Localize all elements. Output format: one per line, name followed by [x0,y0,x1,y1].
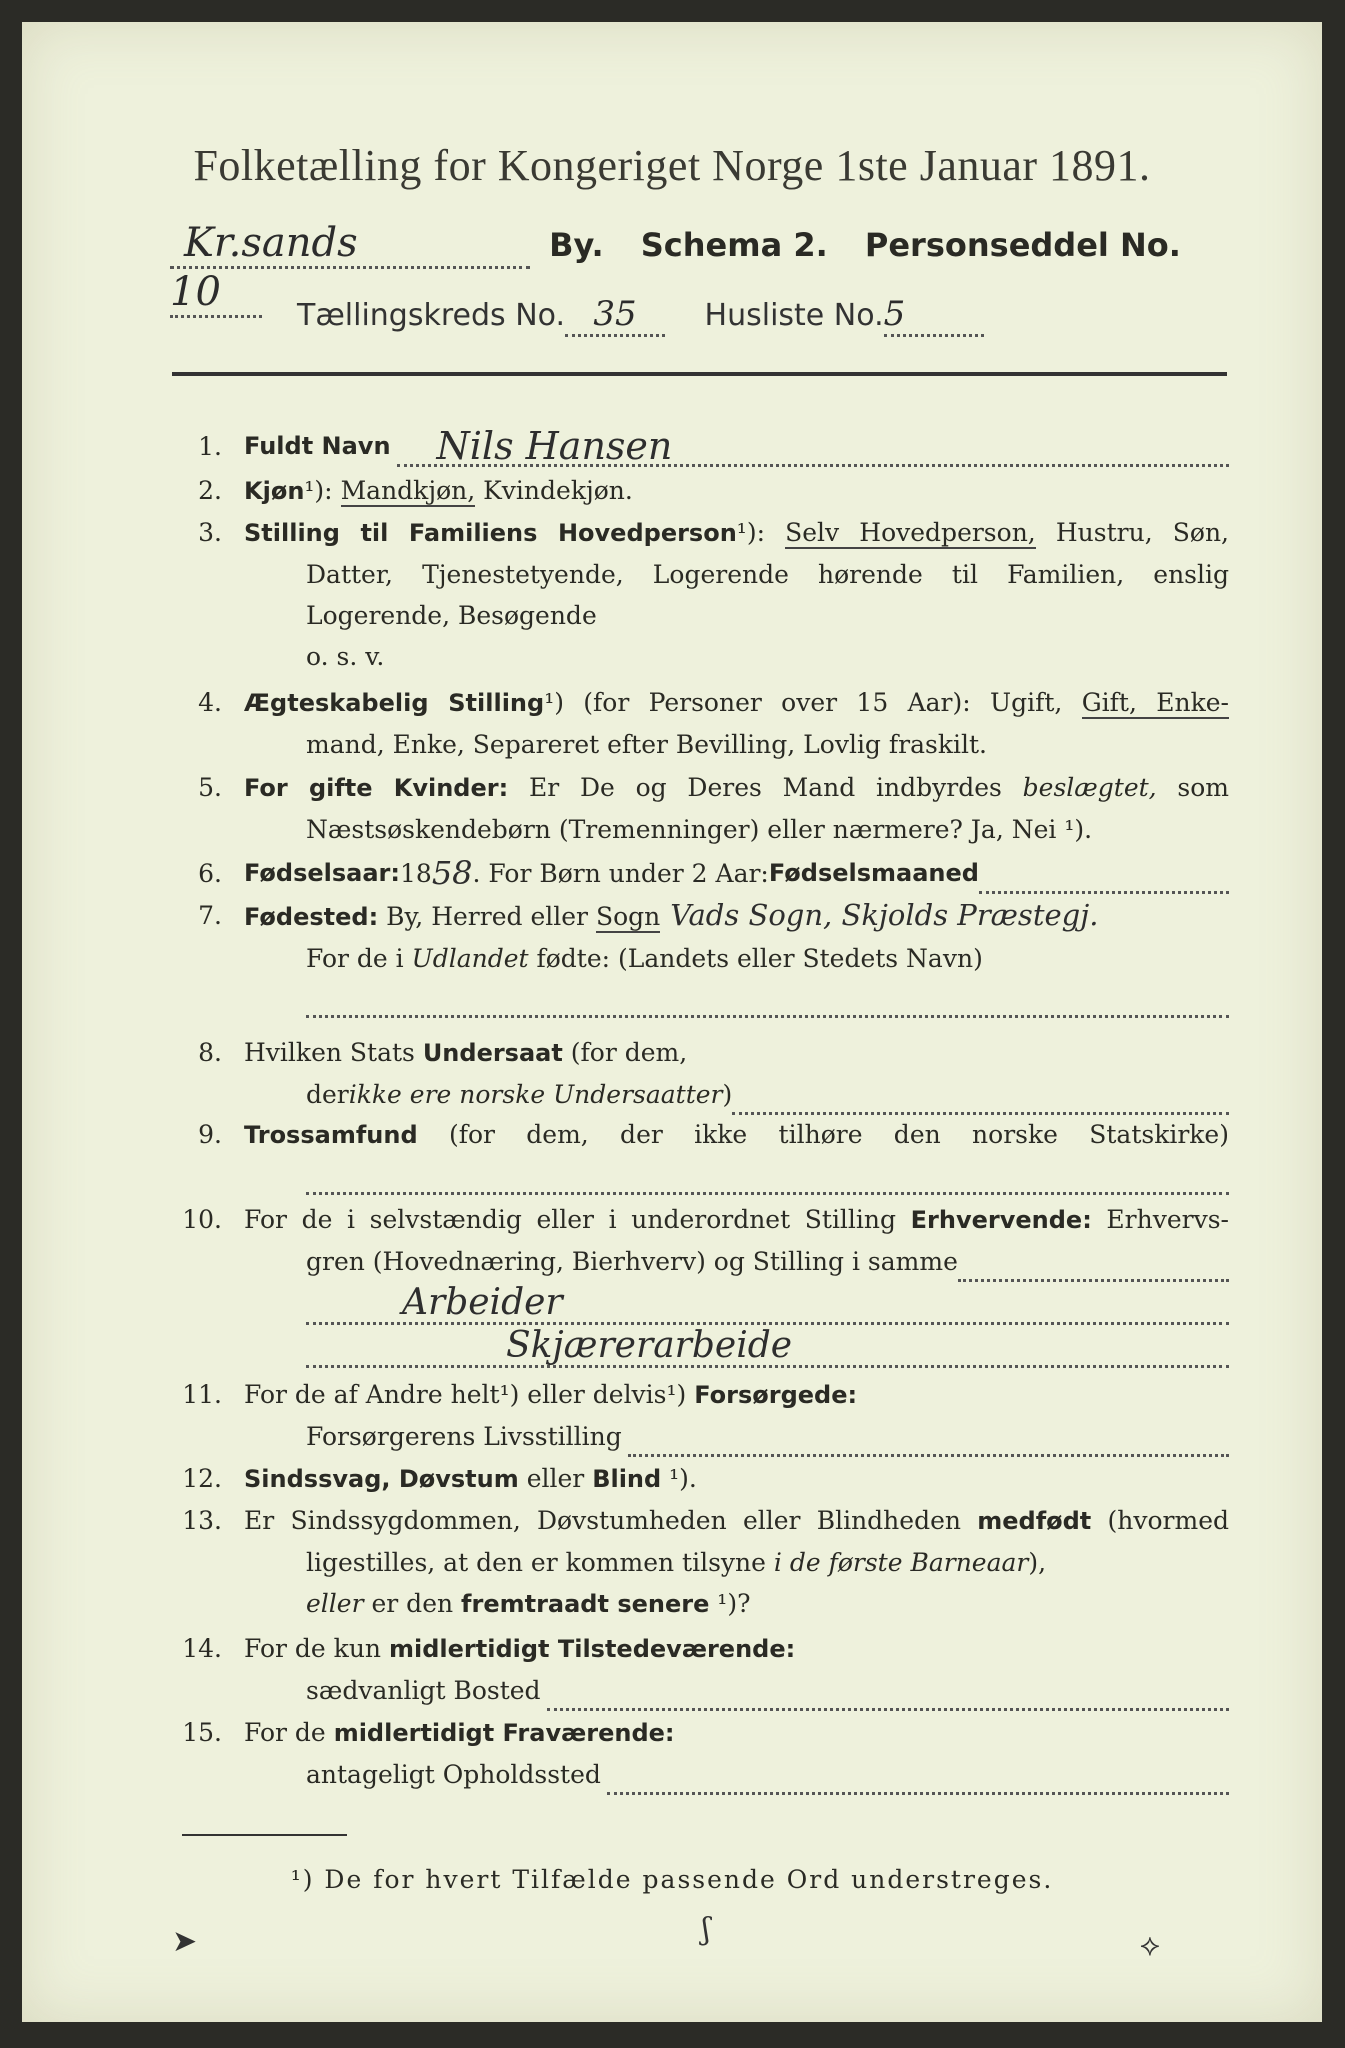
item-label: Fuldt Navn [244,432,391,460]
item-text-italic: i de første Barneaar [773,1548,1029,1577]
options-line: Datter, Tjenestetyende, Logerende hørende til Familien, enslig [306,560,1229,589]
option-selected: Sogn [595,902,661,931]
label-suffix: ¹): [304,476,341,505]
kreds-field [565,294,665,337]
item-text: By, Herred eller [378,902,596,931]
item-text: som [1156,773,1229,802]
item-label: midlertidigt Fraværende: [333,1719,675,1747]
item-label: Kjøn [244,477,305,505]
item-number: 2. [198,476,222,505]
husliste-label: Husliste No. [704,298,884,333]
personseddel-label: Personseddel No. [864,226,1181,264]
kreds-line [297,294,1137,344]
occupation-field-2 [306,1325,1229,1368]
margin-mark-right-icon: ⟡ [1140,1928,1160,1963]
item-number: 1. [198,432,222,461]
item-label: fremtraadt senere [461,1590,710,1618]
item-label: Blind [592,1465,662,1493]
form-title: Folketælling for Kongeriget Norge 1ste Januar 1891. [193,141,1151,190]
item-text: For de [244,1718,334,1747]
footnote: ¹) De for hvert Tilfælde passende Ord understreges. [290,1865,1054,1894]
footnote-rule [182,1834,347,1836]
item-label: medfødt [977,1507,1092,1535]
item-text: eller [518,1464,593,1493]
item-text: (for dem, der ikke tilhøre den norske Statskirke) [417,1120,1229,1149]
foreign-birthplace-field [306,979,1229,1018]
item-text: (hvormed [1091,1506,1230,1535]
item-label: Stilling til Familiens Hovedperson [244,519,737,547]
options-line: mand, Enke, Separeret efter Bevilling, Lovlig fraskilt. [306,730,987,759]
nationality-field [732,1082,1229,1115]
item-text: Erhvervs- [1091,1205,1229,1234]
item-label: Undersaat [422,1039,563,1067]
options-line: Logerende, Besøgende [306,601,597,630]
item-label: midlertidigt Tilstedeværende: [388,1635,796,1663]
usual-residence-field [547,1678,1229,1711]
item-label: Ægteskabelig Stilling [244,689,545,717]
item-text: For de i [306,944,412,973]
item-label: For gifte Kvinder: [244,774,509,802]
name-field [397,426,1229,467]
label-suffix: ¹): [736,518,786,547]
kreds-label: Tællingskreds No. [297,298,565,333]
provider-field [628,1424,1229,1457]
options-line: Næstsøskendebørn (Tremenninger) eller nærmere? Ja, Nei ¹). [306,815,1093,844]
item-text: . For Børn under 2 Aar: [472,859,769,888]
item-text: (for dem, [562,1038,688,1067]
item-text: gren (Hovednæring, Bierhverv) og Stilling i samme [306,1247,958,1276]
item-number: 3. [198,518,222,547]
item-label: Fødested: [244,903,379,931]
name-handwritten: Nils Hansen [436,424,673,468]
personseddel-field [170,269,262,318]
item-text-italic: ikke ere norske Undersaatter [348,1080,723,1109]
city-handwritten: Kr.sands [184,220,358,266]
item-number: 11. [182,1380,222,1409]
husliste-field [884,294,984,337]
item-text: antageligt Opholdssted [306,1760,601,1789]
item-text: 18 [400,859,432,888]
option: Hustru, Søn, [1035,518,1229,547]
margin-mark-left-icon: ➤ [172,1924,198,1959]
item-text: Forsørgerens Livsstilling [306,1422,622,1451]
census-form [22,22,1322,2022]
item-text: Er De og Deres Mand indbyrdes [508,773,1023,802]
item-number: 7. [198,901,222,930]
item-text: ), [1028,1548,1047,1577]
item-text: der [306,1080,349,1109]
husliste-no: 5 [883,294,906,334]
item-text: fødte: (Landets eller Stedets Navn) [528,944,983,973]
option: Enke- [1136,688,1229,717]
item-label: Sindssvag, Døvstum [244,1465,519,1493]
item-number: 12. [182,1464,222,1493]
item-text: For de i selvstændig eller i underordnet Stilling [244,1205,911,1234]
option-selected: Gift, [1081,688,1137,717]
kreds-no: 35 [593,294,637,334]
birthplace-handwritten: Vads Sogn, Skjolds Præstegj. [670,898,1099,932]
item-number: 13. [182,1506,222,1535]
city-field [170,220,530,269]
item-text: ¹). [661,1464,697,1493]
item-label: Trossamfund [244,1121,418,1149]
header-rule [172,372,1227,376]
option: Kvindekjøn. [475,476,633,505]
item-number: 5. [198,773,222,802]
item-number: 10. [182,1205,222,1234]
item-text: ligestilles, at den er kommen tilsyne [306,1548,774,1577]
occupation-filler [958,1249,1229,1282]
item-text-italic: beslægtet, [1022,773,1157,802]
item-text: sædvanligt Bosted [306,1676,541,1705]
item-text: ¹)? [709,1589,751,1618]
item-text: For de af Andre helt¹) eller delvis¹) [244,1380,695,1409]
item-text-italic: Udlandet [411,944,529,973]
item-text: ) [722,1080,733,1109]
item-label: Fødselsaar: [244,859,400,887]
item-text-italic: eller [306,1589,364,1618]
birth-month-field [979,861,1229,894]
item-number: 15. [182,1718,222,1747]
item-text: er den [363,1589,462,1618]
item-label: Forsørgede: [694,1381,858,1409]
schema-label: Schema 2. [640,226,828,264]
item-number: 8. [198,1038,222,1067]
birth-year-handwritten: 58 [431,854,473,892]
item-text: For de kun [244,1634,389,1663]
occupation-field-1 [306,1282,1229,1325]
by-label: By. [549,226,604,264]
options-line: o. s. v. [306,642,385,671]
margin-mark-center-icon: ʃ [702,1912,711,1947]
personseddel-no: 10 [170,269,221,315]
item-number: 14. [182,1634,222,1663]
temp-residence-field [607,1762,1229,1795]
option-selected: Mandkjøn, [340,476,476,505]
item-label: Fødselsmaaned [768,859,979,887]
item-number: 4. [198,688,222,717]
religion-field [306,1156,1229,1195]
occupation-handwritten: Arbeider [402,1282,563,1323]
item-text: ¹) (for Personer over 15 Aar): Ugift, [544,688,1082,717]
occupation-detail-handwritten: Skjærerarbeide [506,1325,793,1366]
item-label: Erhvervende: [910,1206,1092,1234]
item-text: Er Sindssygdommen, Døvstumheden eller Blindheden [244,1506,978,1535]
item-number: 6. [198,859,222,888]
item-text: Hvilken Stats [244,1038,423,1067]
item-number: 9. [198,1120,222,1149]
option-selected: Selv Hovedperson, [785,518,1036,547]
